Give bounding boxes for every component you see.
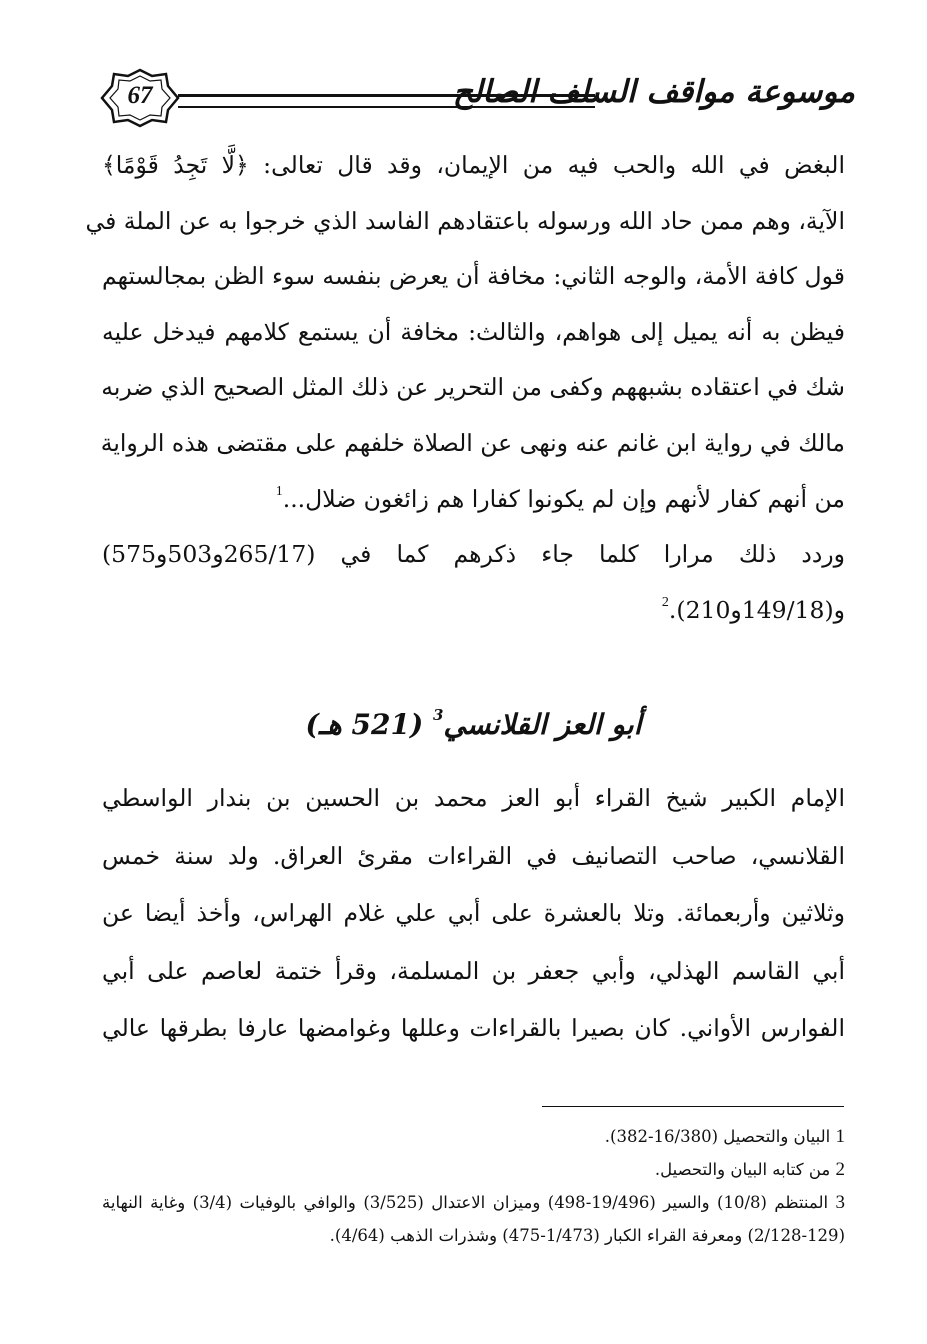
text-line: وردد ذلك مرارا كلما جاء ذكرهم كما في (265/17و503و575) — [102, 540, 845, 569]
text-line: فيظن به أنه يميل إلى هواهم، والثالث: مخافة أن يستمع كلامهم فيدخل عليه — [102, 317, 845, 346]
footnote-2 — [102, 1153, 845, 1186]
running-title: موسوعة مواقف السلف الصالح — [452, 74, 855, 110]
footnote-text: البيان والتحصيل (16/380-382). — [604, 1127, 831, 1146]
footnote-text: المنتظم (10/8) والسير (19/496-498) وميزان الاعتدال (3/525) والوافي بالوفيات (3/4) وغاية النهاية — [102, 1193, 829, 1212]
page-header — [100, 68, 855, 132]
text-line: الفوارس الأواني. كان بصيرا بالقراءات وعللها وغوامضها عارفا بطرقها عالي — [102, 1014, 845, 1043]
text-line-with-footnote — [102, 472, 845, 528]
footnote-number: 1 — [835, 1126, 845, 1147]
footnote-ref-2[interactable]: 2 — [661, 594, 669, 610]
text-line: و(149/18و210). — [668, 595, 845, 624]
text-line: الإمام الكبير شيخ القراء أبو العز محمد بن الحسين بن بندار الواسطي — [102, 784, 845, 812]
section-heading-date: (521 هـ) — [305, 708, 424, 741]
footnote-3-continued — [102, 1219, 845, 1252]
text-line: أبي القاسم الهذلي، وأبي جعفر بن المسلمة، وقرأ ختمة لعاصم على أبي — [102, 956, 845, 985]
page-number: 67 — [127, 82, 153, 109]
text-line: البغض في الله والحب فيه من الإيمان، وقد قال تعالى: ﴿لَّا تَجِدُ قَوْمًا﴾ — [102, 151, 845, 179]
text-line: الآية، وهم ممن حاد الله ورسوله باعتقادهم الفاسد الذي خرجوا به عن الملة في — [85, 206, 845, 235]
footnote-1 — [102, 1120, 845, 1153]
footnote-ref-1[interactable]: 1 — [275, 483, 283, 499]
text-line: القلانسي، صاحب التصانيف في القراءات مقرئ العراق. ولد سنة خمس — [102, 841, 845, 870]
body-paragraph-2 — [102, 770, 845, 1058]
footnotes — [102, 1120, 845, 1252]
text-line: قول كافة الأمة، والوجه الثاني: مخافة أن يعرض بنفسه سوء الظن بمجالستهم — [102, 262, 845, 291]
page-number-ornament — [100, 68, 180, 128]
text-line: وثلاثين وأربعمائة. وتلا بالعشرة على أبي علي غلام الهراس، وأخذ أيضا عن — [102, 899, 845, 928]
footnote-3 — [102, 1186, 845, 1219]
section-heading — [102, 708, 845, 741]
body-paragraph-1 — [85, 138, 845, 638]
footnote-separator — [542, 1106, 844, 1107]
footnote-text: (2/128-129) ومعرفة القراء الكبار (1/473-475) وشذرات الذهب (4/64). — [329, 1226, 845, 1245]
footnote-number: 3 — [835, 1192, 846, 1213]
text-line-with-footnote — [102, 583, 845, 639]
footnote-text: من كتابه البيان والتحصيل. — [654, 1160, 831, 1179]
text-line: من أنهم كفار لأنهم وإن لم يكونوا كفارا هم زائغون ضلال... — [282, 484, 845, 513]
footnote-ref-3[interactable]: 3 — [432, 706, 444, 724]
section-heading-title: أبو العز القلانسي — [443, 708, 642, 741]
text-line: شك في اعتقاده بشبههم وكفى من التحرير عن ذلك المثل الصحيح الذي ضربه — [101, 373, 845, 402]
footnote-number: 2 — [835, 1159, 845, 1180]
text-line: مالك في رواية ابن غانم عنه ونهى عن الصلاة خلفهم على مقتضى هذه الرواية — [100, 428, 845, 457]
